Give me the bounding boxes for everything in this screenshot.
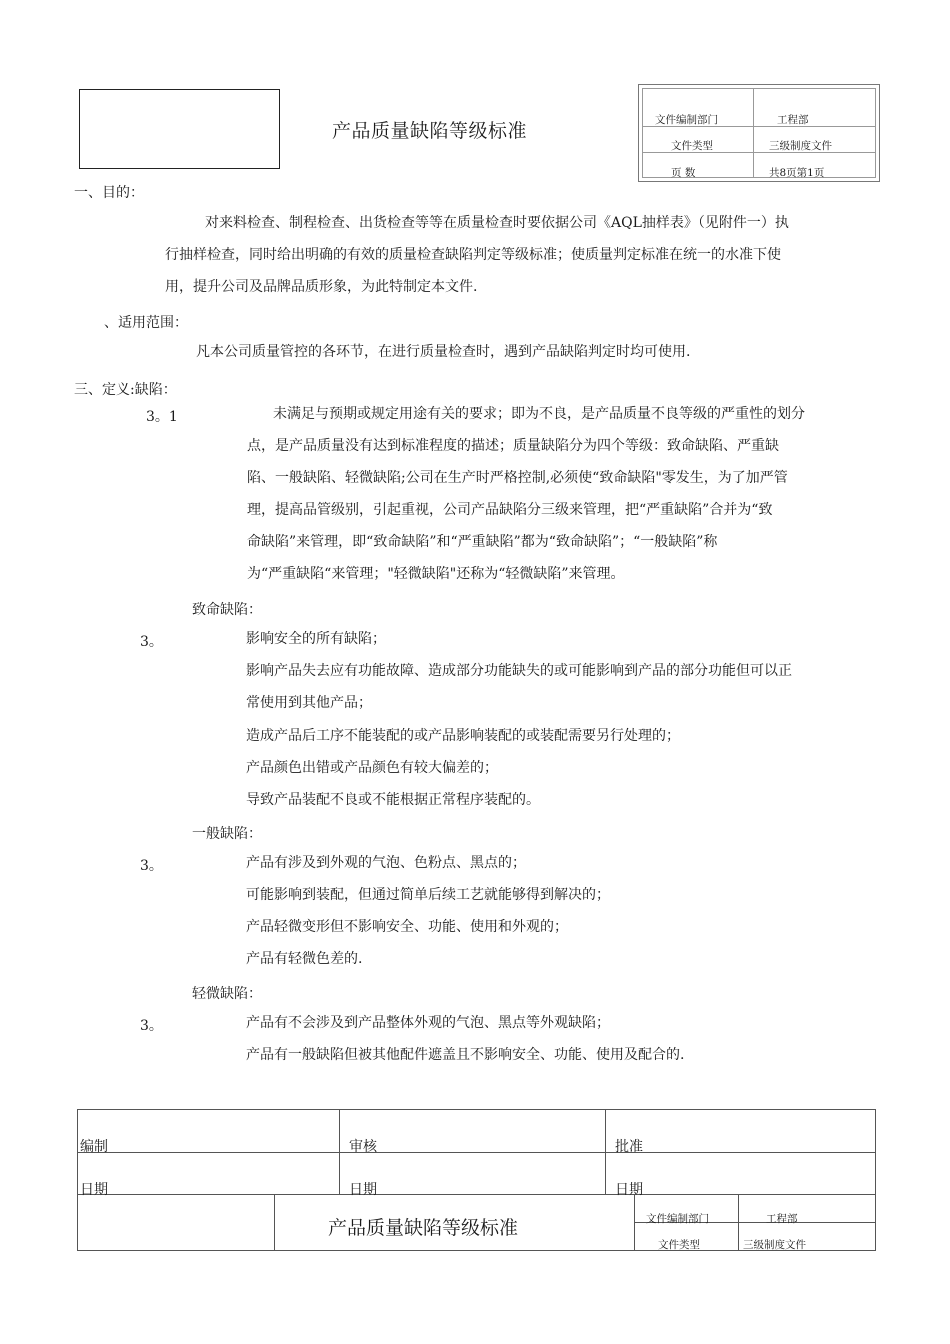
minor-item-1: 产品有不会涉及到产品整体外观的气泡、黑点等外观缺陷；	[246, 1015, 610, 1031]
fatal-item-5: 导致产品装配不良或不能根据正常程序装配的。	[246, 792, 540, 808]
section-definition-heading: 三、定义:缺陷：	[74, 382, 177, 398]
document-meta-table	[638, 84, 880, 182]
definition-number: 3。1	[146, 409, 178, 425]
footer-prepared-label: 编制	[80, 1139, 108, 1155]
meta-row-type: 文件类型 三级制度文件	[671, 140, 832, 152]
fatal-item-3: 造成产品后工序不能装配的或产品影响装配的或装配需要另行处理的；	[246, 728, 680, 744]
general-item-2: 可能影响到装配，但通过简单后续工艺就能够得到解决的；	[246, 887, 610, 903]
meta-row-pages: 页 数 共8页第1页	[671, 167, 825, 179]
fatal-item-2-cont: 常使用到其他产品；	[246, 695, 372, 711]
footer-meta-type-value: 三级制度文件	[743, 1239, 806, 1251]
fatal-item-1: 影响安全的所有缺陷；	[246, 631, 386, 647]
definition-line-3: 陷、一般缺陷、轻微缺陷;公司在生产时严格控制,必须使“致命缺陷"零发生，为了加严管	[247, 470, 788, 486]
footer-signature-table	[77, 1109, 876, 1251]
purpose-line-3: 用，提升公司及品牌品质形象，为此特制定本文件.	[165, 279, 478, 295]
minor-defects-heading: 轻微缺陷：	[192, 986, 262, 1002]
document-title: 产品质量缺陷等级标准	[332, 120, 528, 142]
definition-line-2: 点，是产品质量没有达到标准程度的描述；质量缺陷分为四个等级：致命缺陷、严重缺	[247, 438, 779, 454]
minor-defects-number: 3。	[140, 1018, 163, 1034]
footer-document-title: 产品质量缺陷等级标准	[328, 1217, 519, 1239]
footer-approved-label: 批准	[615, 1139, 643, 1155]
definition-line-6: 为“严重缺陷“来管理；"轻微缺陷"还称为“轻微缺陷”来管理。	[247, 566, 625, 582]
purpose-line-1: 对来料检查、制程检查、出货检查等等在质量检查时要依据公司《AQL抽样表》（见附件一）执	[205, 215, 789, 231]
section-scope-heading: 、适用范围：	[104, 315, 188, 331]
definition-line-1: 未满足与预期或规定用途有关的要求；即为不良，是产品质量不良等级的严重性的划分	[273, 406, 805, 422]
purpose-line-2: 行抽样检查，同时给出明确的有效的质量检查缺陷判定等级标准；使质量判定标准在统一的水准下使	[165, 247, 781, 263]
logo-placeholder-box	[79, 89, 280, 169]
footer-meta-department-label: 文件编制部门	[646, 1213, 709, 1225]
general-item-4: 产品有轻微色差的.	[246, 951, 363, 967]
fatal-item-4: 产品颜色出错或产品颜色有较大偏差的；	[246, 760, 498, 776]
footer-meta-type-label: 文件类型	[658, 1239, 700, 1251]
general-defects-heading: 一般缺陷：	[192, 826, 262, 842]
general-defects-number: 3。	[140, 858, 163, 874]
fatal-item-2: 影响产品失去应有功能故障、造成部分功能缺失的或可能影响到产品的部分功能但可以正	[246, 663, 792, 679]
section-purpose-heading: 一、目的：	[74, 185, 144, 201]
definition-line-4: 理，提高品管级别，引起重视，公司产品缺陷分三级来管理，把“严重缺陷”合并为“致	[247, 502, 773, 518]
general-item-1: 产品有涉及到外观的气泡、色粉点、黑点的；	[246, 855, 526, 871]
minor-item-2: 产品有一般缺陷但被其他配件遮盖且不影响安全、功能、使用及配合的.	[246, 1047, 685, 1063]
fatal-defects-number: 3。	[140, 634, 163, 650]
footer-meta-department-value: 工程部	[766, 1213, 798, 1225]
general-item-3: 产品轻微变形但不影响安全、功能、使用和外观的；	[246, 919, 568, 935]
footer-date-label-1: 日期	[80, 1182, 108, 1198]
definition-line-5: 命缺陷”来管理，即“致命缺陷”和“严重缺陷”都为“致命缺陷”；“一般缺陷”称	[247, 534, 718, 550]
fatal-defects-heading: 致命缺陷：	[192, 602, 262, 618]
footer-date-label-2: 日期	[349, 1182, 377, 1198]
scope-line: 凡本公司质量管控的各环节，在进行质量检查时，遇到产品缺陷判定时均可使用.	[196, 344, 691, 360]
footer-date-label-3: 日期	[615, 1182, 643, 1198]
meta-row-department: 文件编制部门 工程部	[655, 114, 809, 126]
footer-reviewed-label: 审核	[349, 1139, 377, 1155]
